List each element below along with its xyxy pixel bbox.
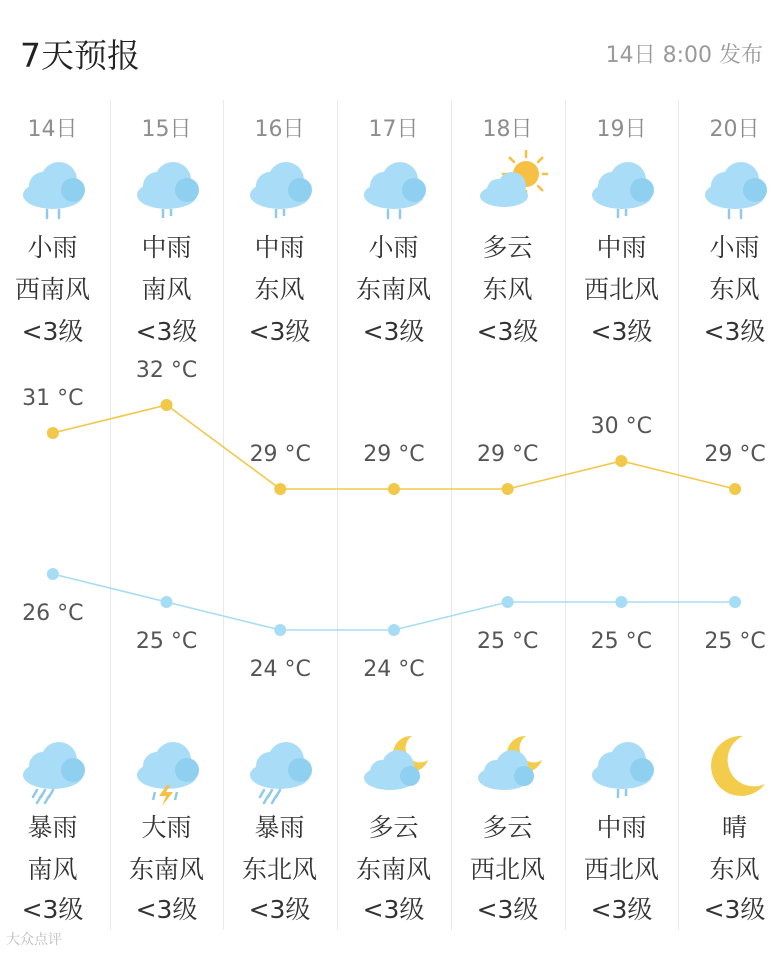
day-wind-level: <3级: [362, 317, 425, 346]
high-temp-point: [615, 455, 627, 467]
night-wind-direction: 西北风: [469, 855, 545, 884]
day-weather: 小雨: [27, 233, 78, 262]
low-temp-label: 25 °C: [590, 629, 653, 654]
day-weather: 小雨: [368, 233, 419, 262]
night-weather: 大雨: [141, 813, 192, 842]
day-wind-level: <3级: [135, 317, 198, 346]
low-temp-point: [502, 596, 514, 608]
low-temp-point: [274, 624, 286, 636]
day-wind-direction: 东风: [254, 275, 305, 304]
day-weather: 中雨: [596, 233, 647, 262]
day-wind-level: <3级: [590, 317, 653, 346]
night-wind-level: <3级: [21, 895, 84, 924]
low-temp-label: 25 °C: [704, 629, 766, 654]
night-wind-direction: 东南风: [355, 855, 431, 884]
day-wind-level: <3级: [703, 317, 766, 346]
forecast-date: 19日: [596, 117, 647, 142]
low-temp-label: 25 °C: [476, 629, 539, 654]
forecast-date: 17日: [368, 117, 419, 142]
night-wind-direction: 西北风: [583, 855, 659, 884]
day-wind-level: <3级: [248, 317, 311, 346]
high-temp-point: [274, 483, 286, 495]
night-wind-level: <3级: [476, 895, 539, 924]
watermark-text: 大众点评: [6, 932, 62, 948]
low-temp-label: 24 °C: [249, 657, 311, 682]
night-weather: 中雨: [596, 813, 647, 842]
day-wind-direction: 西北风: [583, 275, 659, 304]
night-wind-direction: 东北风: [241, 855, 317, 884]
high-temp-label: 29 °C: [249, 442, 311, 467]
high-temp-label: 29 °C: [363, 442, 425, 467]
forecast-date: 18日: [482, 117, 533, 142]
high-temp-point: [729, 483, 741, 495]
night-weather: 多云: [368, 813, 419, 842]
day-weather: 多云: [482, 233, 533, 262]
high-temp-point: [502, 483, 514, 495]
low-temp-label: 25 °C: [135, 629, 198, 654]
high-temp-label: 30 °C: [590, 414, 653, 439]
high-temp-point: [47, 427, 59, 439]
high-temp-label: 29 °C: [476, 442, 539, 467]
night-weather: 暴雨: [254, 813, 305, 842]
forecast-date: 20日: [709, 117, 760, 142]
day-wind-direction: 东风: [709, 275, 760, 304]
night-wind-level: <3级: [362, 895, 425, 924]
day-weather: 小雨: [709, 233, 760, 262]
low-temp-label: 26 °C: [22, 601, 84, 626]
night-wind-level: <3级: [248, 895, 311, 924]
night-wind-level: <3级: [703, 895, 766, 924]
night-weather: 多云: [482, 813, 533, 842]
forecast-date: 14日: [27, 117, 78, 142]
low-temp-label: 24 °C: [363, 657, 425, 682]
day-wind-direction: 东风: [482, 275, 533, 304]
high-temp-label: 31 °C: [22, 386, 84, 411]
day-wind-direction: 东南风: [355, 275, 431, 304]
low-temp-point: [388, 624, 400, 636]
day-wind-direction: 南风: [141, 275, 192, 304]
night-weather: 暴雨: [27, 813, 78, 842]
high-temp-point: [388, 483, 400, 495]
forecast-date: 15日: [141, 117, 192, 142]
published-time: 14日 8:00 发布: [605, 43, 763, 68]
night-wind-level: <3级: [590, 895, 653, 924]
high-temp-label: 29 °C: [704, 442, 766, 467]
day-wind-level: <3级: [21, 317, 84, 346]
high-temp-label: 32 °C: [135, 358, 198, 383]
low-temp-point: [729, 596, 741, 608]
low-temp-point: [161, 596, 173, 608]
day-wind-direction: 西南风: [14, 275, 90, 304]
night-wind-level: <3级: [135, 895, 198, 924]
day-weather: 中雨: [254, 233, 305, 262]
night-wind-direction: 东风: [709, 855, 760, 884]
day-weather: 中雨: [141, 233, 192, 262]
low-temp-point: [615, 596, 627, 608]
day-wind-level: <3级: [476, 317, 539, 346]
page-title: 7天预报: [20, 36, 140, 75]
night-weather: 晴: [721, 813, 747, 842]
high-temp-point: [161, 399, 173, 411]
low-temp-point: [47, 568, 59, 580]
low-temp-line: [53, 574, 735, 630]
night-wind-direction: 南风: [27, 855, 78, 884]
forecast-date: 16日: [254, 117, 305, 142]
night-wind-direction: 东南风: [128, 855, 204, 884]
